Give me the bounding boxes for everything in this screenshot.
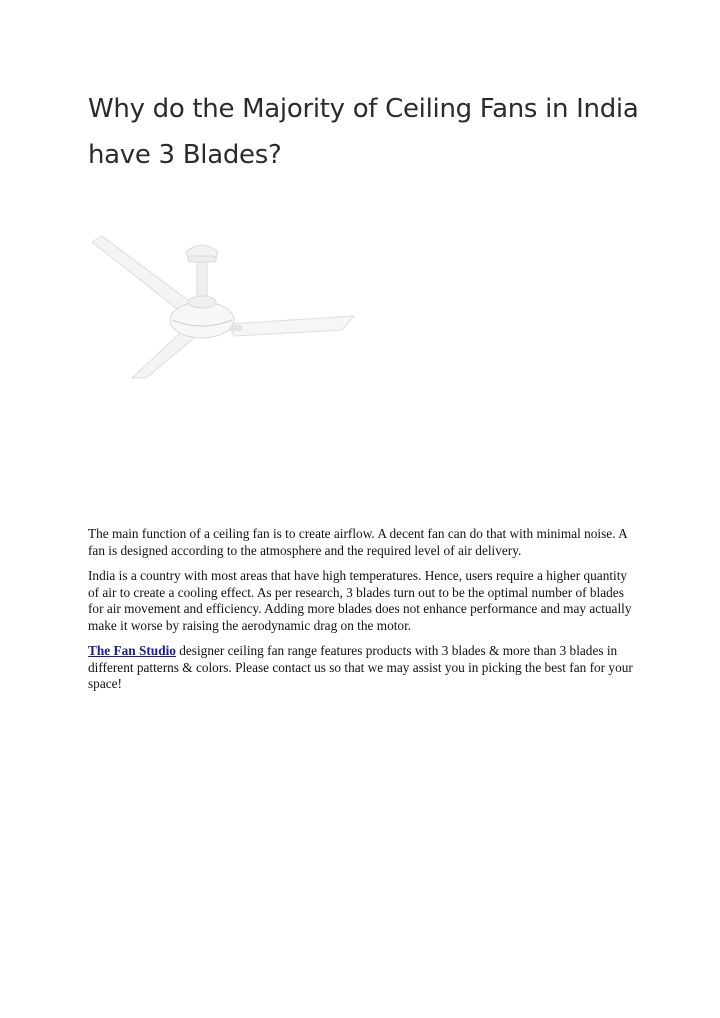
fan-blade-left (92, 236, 196, 316)
page-title: Why do the Majority of Ceiling Fans in India have 3 Blades? (88, 94, 639, 170)
paragraph-2: India is a country with most areas that have high temperatures. Hence, users require a higher quantity of air to create a cooling effect. As per research, 3 blades turn out to be the optimal number of blades for air movement and efficiency. Adding more blades does not enhance performance and may actually make it worse by raising the aerodynamic drag on the motor. (88, 568, 632, 633)
paragraph-3 (88, 643, 640, 693)
fan-downrod (197, 262, 207, 296)
ceiling-fan-image (88, 228, 360, 384)
paragraph-1: The main function of a ceiling fan is to create airflow. A decent fan can do that with minimal noise. A fan is designed according to the atmosphere and the required level of air delivery. (88, 526, 627, 558)
the-fan-studio-link[interactable]: The Fan Studio (88, 643, 176, 658)
article-body (88, 526, 640, 702)
fan-blade-right (228, 316, 354, 336)
paragraph-3-text: designer ceiling fan range features products with 3 blades & more than 3 blades in different patterns & colors. Please contact us so that we may assist you in picking the best fan for your space! (88, 643, 633, 691)
